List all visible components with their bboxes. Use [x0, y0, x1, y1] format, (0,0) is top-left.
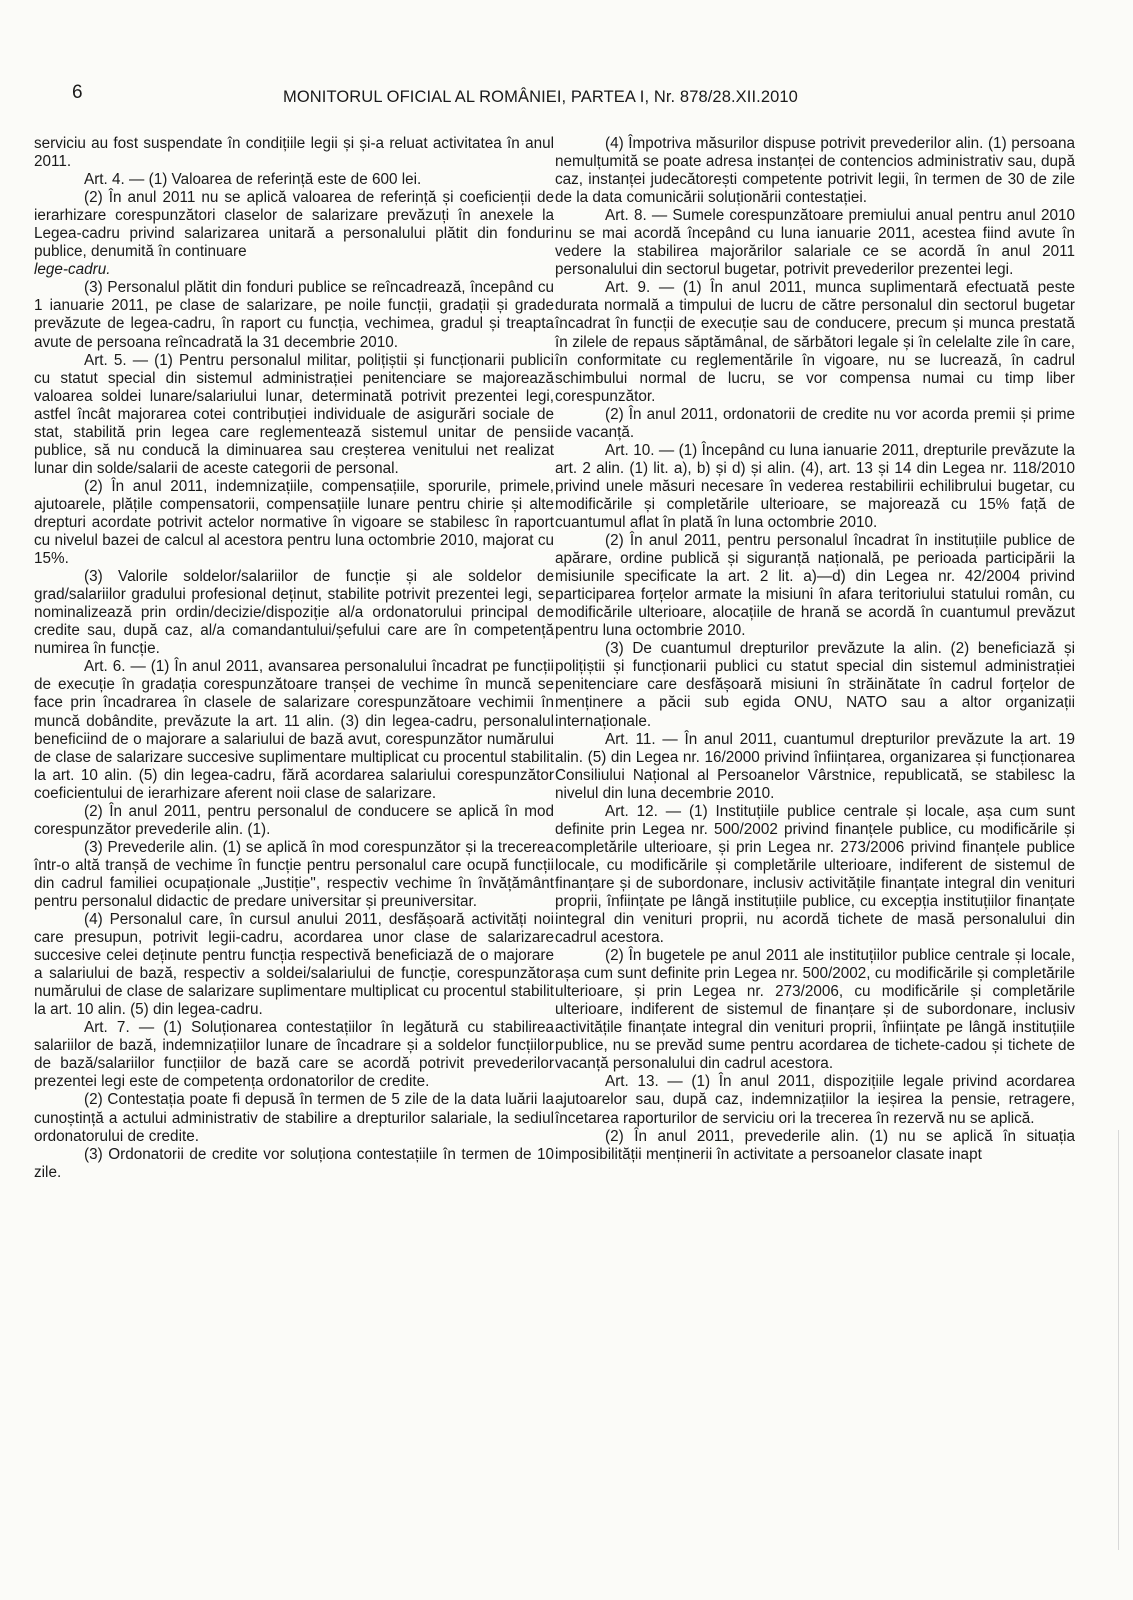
paragraph: (3) Prevederile alin. (1) se aplică în mod corespunzător și la trecerea într-o altă tranșă de vechime în funcție pentru personalul care ocupă funcții din cadrul familiei ocupaționale „Justiție", respectiv vechime în învățământ pentru personalul didactic de predare universitar și preuniversitar. — [34, 838, 554, 910]
paragraph: (2) În anul 2011, pentru personalul de conducere se aplică în mod corespunzător prevederile alin. (1). — [34, 802, 554, 838]
paragraph: (4) Împotriva măsurilor dispuse potrivit prevederilor alin. (1) persoana nemulțumită se poate adresa instanței de contencios administrativ sau, după caz, instanței judecătorești competente potrivit legii, în termen de 30 de zile de la data comunicării soluționării contestației. — [555, 135, 1075, 207]
paragraph: (2) În anul 2011, prevederile alin. (1) nu se aplică în situația imposibilității menținerii în activitate a persoanelor clasate inapt — [555, 1127, 1075, 1163]
right-column — [555, 135, 1075, 1164]
paragraph: (2) În bugetele pe anul 2011 ale instituțiilor publice centrale și locale, așa cum sunt definite prin Legea nr. 500/2002, cu modificările și completările ulterioare, și prin Legea nr. 273/2006, cu modificările și completările ulterioare, indiferent de sistemul de finanțare și de subordonare, inclusiv activitățile finanțate integral din venituri proprii, înființate pe lângă instituțiile publice, nu se prevăd sume pentru acordarea de tichete-cadou și tichete de vacanță personalului din cadrul acestora. — [555, 947, 1075, 1073]
paragraph: (2) În anul 2011, pentru personalul încadrat în instituțiile publice de apărare, ordine publică și siguranță națională, pe perioada participării la misiunile specificate la art. 2 lit. a)—d) din Legea nr. 42/2004 privind participarea forțelor armate la misiuni în afara teritoriului statului român, cu modificările ulterioare, alocațiile de hrană se acordă în cuantumul prevăzut pentru luna octombrie 2010. — [555, 532, 1075, 640]
paragraph: Art. 12. — (1) Instituțiile publice centrale și locale, așa cum sunt definite prin Legea nr. 500/2002 privind finanțele publice, cu modificările și completările ulterioare, și prin Legea nr. 273/2006 privind finanțele publice locale, cu modificările și completările ulterioare, indiferent de sistemul de finanțare și de subordonare, inclusiv activitățile finanțate integral din venituri proprii, înființate pe lângă instituțiile publice, cu excepția instituțiilor finanțate integral din venituri proprii, nu acordă tichete de masă personalului din cadrul acestora. — [555, 802, 1075, 947]
paragraph: (2) În anul 2011 nu se aplică valoarea de referință și coeficienții de ierarhizare corespunzători claselor de salarizare prevăzuți în anexele la Legea-cadru privind salarizarea unitară a personalului plătit din fonduri publice, denumită în continuare — [34, 189, 554, 261]
left-column — [34, 135, 554, 1182]
paragraph: Art. 5. — (1) Pentru personalul militar, polițiștii și funcționarii publici cu statut special din sistemul administrației penitenciare se majorează valoarea soldei lunare/salariului lunar, determinată potrivit prezentei legi, astfel încât majorarea cotei contribuției individuale de asigurări sociale de stat, stabilită prin legea care reglementează sistemul unitar de pensii publice, să nu conducă la diminuarea sau creșterea venitului net realizat lunar din solde/salarii de aceste categorii de personal. — [34, 351, 554, 477]
paragraph: (3) De cuantumul drepturilor prevăzute la alin. (2) beneficiază și polițiștii și funcționarii publici cu statut special din sistemul administrației penitenciare care desfășoară misiuni în străinătate în cadrul forțelor de menținere a păcii sub egida ONU, NATO sau a altor organizații internaționale. — [555, 640, 1075, 730]
paragraph: (3) Valorile soldelor/salariilor de funcție și ale soldelor de grad/salariilor gradului profesional deținut, stabilite potrivit prezentei legi, se nominalizează prin ordin/decizie/dispoziție al/a ordonatorului principal de credite sau, după caz, al/a comandantului/șefului care are în competență numirea în funcție. — [34, 568, 554, 658]
paragraph: (3) Personalul plătit din fonduri publice se reîncadrează, începând cu 1 ianuarie 2011, pe clase de salarizare, pe noile funcții, gradații și grade prevăzute de legea-cadru, în raport cu funcția, vechimea, gradul și treapta avute de persoana reîncadrată la 31 decembrie 2010. — [34, 279, 554, 351]
paragraph: Art. 10. — (1) Începând cu luna ianuarie 2011, drepturile prevăzute la art. 2 alin. (1) lit. a), b) și d) și alin. (4), art. 13 și 14 din Legea nr. 118/2010 privind unele măsuri necesare în vederea restabilirii echilibrului bugetar, cu modificările și completările ulterioare, se majorează cu 15% față de cuantumul aflat în plată în luna octombrie 2010. — [555, 441, 1075, 531]
paragraph: Art. 13. — (1) În anul 2011, dispozițiile legale privind acordarea ajutoarelor sau, după caz, indemnizațiilor la ieșirea la pensie, retragere, încetarea raporturilor de serviciu ori la trecerea în rezervă nu se aplică. — [555, 1073, 1075, 1127]
paragraph: Art. 8. — Sumele corespunzătoare premiului anual pentru anul 2010 nu se mai acordă începând cu luna ianuarie 2011, acestea fiind avute în vedere la stabilirea majorărilor salariale ce se acordă în anul 2011 personalului din sectorul bugetar, potrivit prevederilor prezentei legi. — [555, 207, 1075, 279]
page-number: 6 — [72, 82, 83, 103]
paragraph: (2) În anul 2011, indemnizațiile, compensațiile, sporurile, primele, ajutoarele, plățile compensatorii, compensațiile lunare pentru chirie și alte drepturi acordate potrivit actelor normative în vigoare se stabilesc în raport cu nivelul bazei de calcul al acestora pentru luna octombrie 2010, majorat cu 15%. — [34, 477, 554, 568]
scan-edge-divider — [1118, 1130, 1119, 1550]
paragraph: Art. 4. — (1) Valoarea de referință este de 600 lei. — [84, 171, 422, 189]
italic-term: lege-cadru. — [34, 261, 111, 279]
paragraph: (4) Personalul care, în cursul anului 2011, desfășoară activități noi care presupun, potrivit legii-cadru, acordarea unor clase de salarizare succesive celei deținute pentru funcția respectivă beneficiază de o majorare a salariului de bază, respectiv a soldei/salariului de funcție, corespunzător numărului de clase de salarizare suplimentare multiplicat cu procentul stabilit la art. 10 alin. (5) din legea-cadru. — [34, 911, 554, 1019]
paragraph-italic-term — [34, 261, 554, 279]
paragraph: (2) În anul 2011, ordonatorii de credite nu vor acorda premii și prime de vacanță. — [555, 405, 1075, 441]
paragraph: Art. 7. — (1) Soluționarea contestațiilor în legătură cu stabilirea salariilor de bază, indemnizațiilor lunare de încadrare și a soldelor funcțiilor de bază/salariilor funcțiilor de bază care se acordă potrivit prevederilor prezentei legi este de competența ordonatorilor de credite. — [34, 1019, 554, 1091]
paragraph: Art. 9. — (1) În anul 2011, munca suplimentară efectuată peste durata normală a timpului de lucru de către personalul din sectorul bugetar încadrat în funcții de execuție sau de conducere, precum și munca prestată în zilele de repaus săptămânal, de sărbători legale și în celelalte zile în care, în conformitate cu reglementările în vigoare, nu se lucrează, în cadrul schimbului normal de lucru, se vor compensa numai cu timp liber corespunzător. — [555, 279, 1075, 405]
paragraph: serviciu au fost suspendate în condițiile legii și și-a reluat activitatea în anul 2011. — [34, 135, 554, 171]
paragraph: Art. 11. — În anul 2011, cuantumul drepturilor prevăzute la art. 19 alin. (5) din Legea nr. 16/2000 privind înființarea, organizarea și funcționarea Consiliului Național al Persoanelor Vârstnice, republicată, se stabilesc la nivelul din luna decembrie 2010. — [555, 730, 1075, 802]
paragraph: (2) Contestația poate fi depusă în termen de 5 zile de la data luării la cunoștință a actului administrativ de stabilire a drepturilor salariale, la sediul ordonatorului de credite. — [34, 1091, 554, 1145]
page-header — [0, 82, 1133, 116]
running-title: MONITORUL OFICIAL AL ROMÂNIEI, PARTEA I, Nr. 878/28.XII.2010 — [283, 88, 798, 106]
paragraph: Art. 6. — (1) În anul 2011, avansarea personalului încadrat pe funcții de execuție în gradația corespunzătoare tranșei de vechime în muncă se face prin încadrarea în clasele de salarizare corespunzătoare vechimii în muncă dobândite, prevăzute la art. 11 alin. (3) din legea-cadru, personalul beneficiind de o majorare a salariului de bază avut, corespunzător numărului de clase de salarizare succesive suplimentare multiplicat cu procentul stabilit la art. 10 alin. (5) din legea-cadru, fără acordarea salariului corespunzător coeficientului de ierarhizare aferent noii clase de salarizare. — [34, 658, 554, 802]
paragraph: (3) Ordonatorii de credite vor soluționa contestațiile în termen de 10 zile. — [34, 1145, 554, 1181]
